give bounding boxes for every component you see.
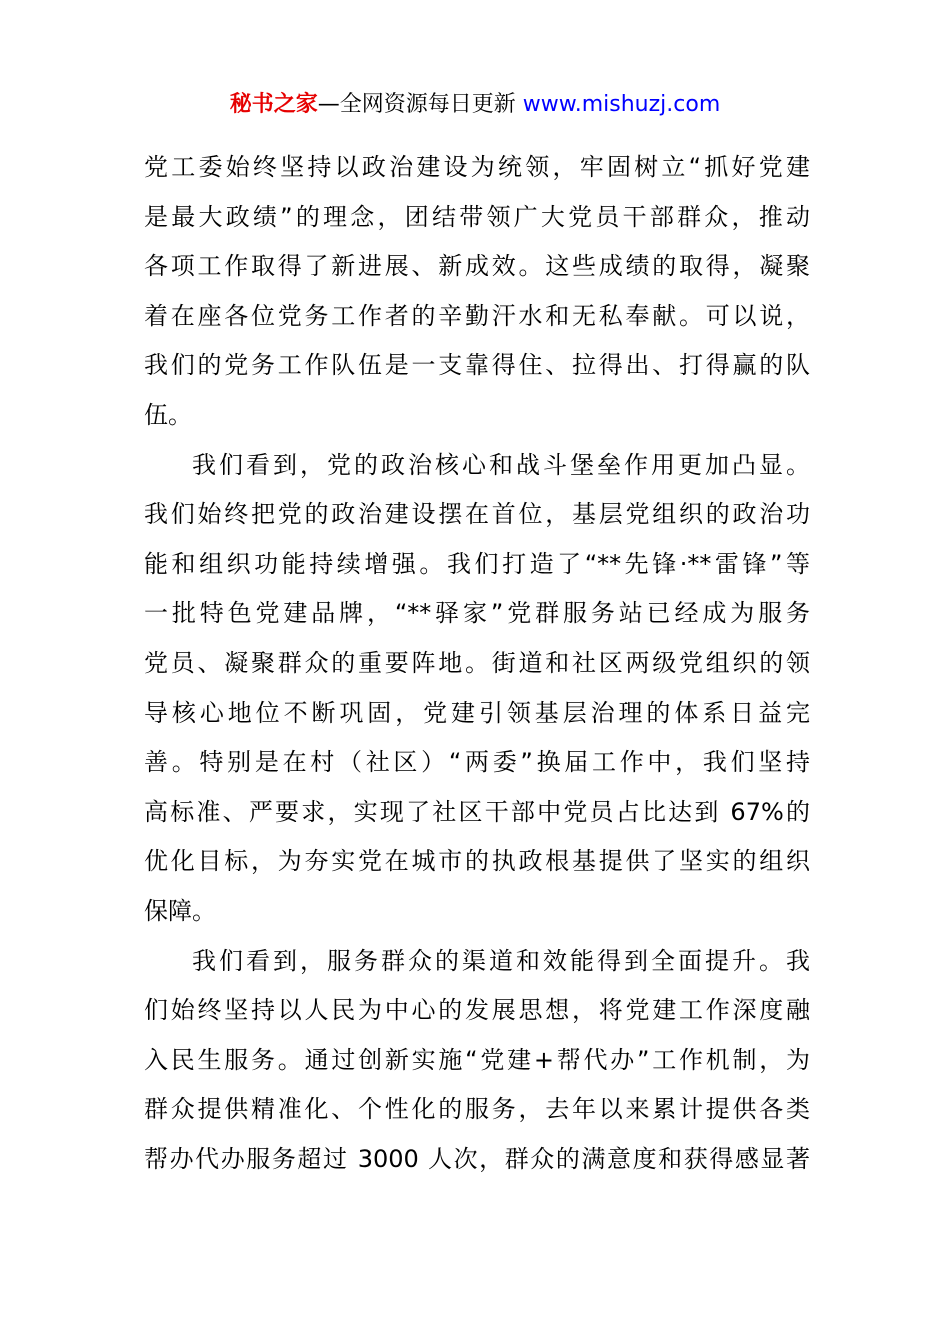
text-line: 群众提供精准化、个性化的服务，去年以来累计提供各类 (144, 1095, 810, 1124)
text-line: 高标准、严要求，实现了社区干部中党员占比达到 67%的 (144, 797, 810, 826)
site-header (0, 88, 950, 122)
text-line: 们始终坚持以人民为中心的发展思想，将党建工作深度融 (144, 996, 810, 1025)
text-line: 伍。 (144, 400, 192, 429)
text-line: 入民生服务。通过创新实施“党建+帮代办”工作机制，为 (144, 1045, 810, 1074)
text-line: 我们看到，服务群众的渠道和效能得到全面提升。我 (192, 946, 810, 975)
document-body (144, 143, 810, 1184)
text-line: 一批特色党建品牌，“**驿家”党群服务站已经成为服务 (144, 599, 810, 628)
brand-name: 秘书之家 (229, 92, 318, 117)
site-tagline: —全网资源每日更新 (317, 92, 516, 117)
text-line: 是最大政绩”的理念，团结带领广大党员干部群众，推动 (144, 202, 810, 231)
text-line: 能和组织功能持续增强。我们打造了“**先锋·**雷锋”等 (144, 549, 810, 578)
text-line: 导核心地位不断巩固，党建引领基层治理的体系日益完 (144, 698, 810, 727)
text-line: 保障。 (144, 896, 216, 925)
text-line: 党工委始终坚持以政治建设为统领，牢固树立“抓好党建 (144, 153, 810, 181)
text-line: 我们看到，党的政治核心和战斗堡垒作用更加凸显。 (192, 450, 810, 479)
paragraph (144, 441, 810, 937)
text-line: 各项工作取得了新进展、新成效。这些成绩的取得，凝聚 (144, 252, 810, 281)
text-line: 我们的党务工作队伍是一支靠得住、拉得出、打得赢的队 (144, 351, 810, 380)
text-line: 党员、凝聚群众的重要阵地。街道和社区两级党组织的领 (144, 648, 810, 677)
text-line: 我们始终把党的政治建设摆在首位，基层党组织的政治功 (144, 500, 810, 529)
site-url-link[interactable]: www.mishuzj.com (522, 92, 721, 117)
text-line: 帮办代办服务超过 3000 人次，群众的满意度和获得感显著 (144, 1144, 810, 1173)
text-line: 善。特别是在村（社区）“两委”换届工作中，我们坚持 (144, 748, 810, 777)
text-line: 优化目标，为夯实党在城市的执政根基提供了坚实的组织 (144, 847, 810, 876)
text-line: 着在座各位党务工作者的辛勤汗水和无私奉献。可以说， (144, 301, 810, 330)
paragraph (144, 143, 810, 441)
paragraph (144, 937, 810, 1185)
